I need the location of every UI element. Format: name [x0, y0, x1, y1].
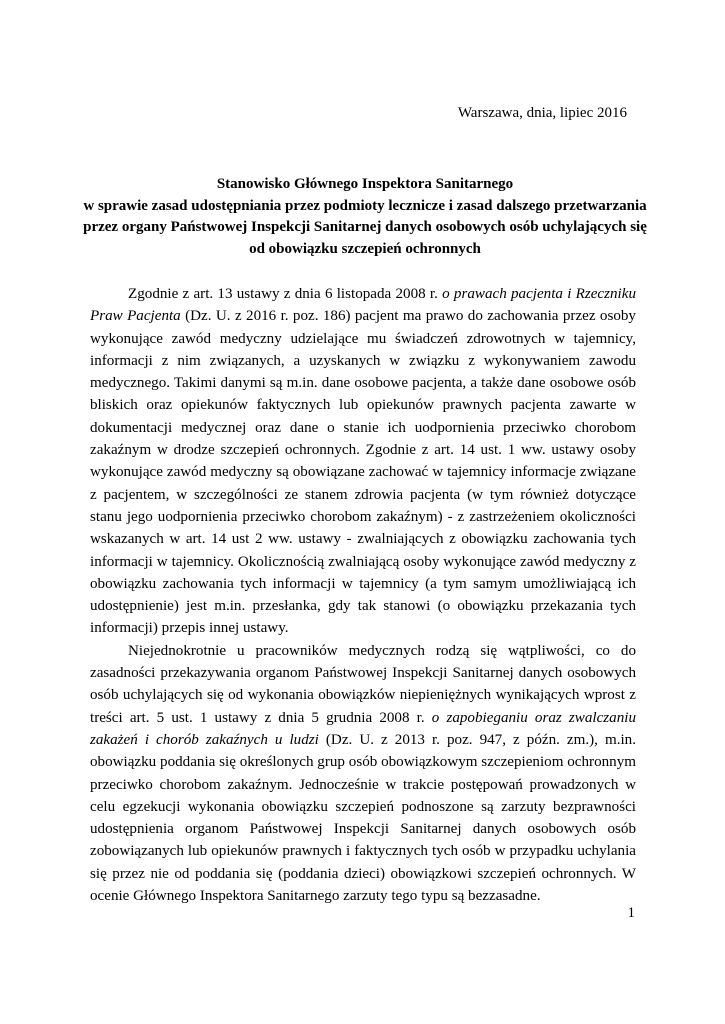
- act-title-italic: o prawach pacjenta i Rzeczniku Praw Pacjenta: [90, 286, 636, 325]
- title-line: w sprawie zasad udostępniania przez podmioty lecznicze i zasad dalszego przetwarzania: [83, 197, 647, 214]
- body-paragraph: [90, 640, 636, 908]
- document-date: Warszawa, dnia, lipiec 2016: [457, 105, 627, 121]
- title-line: przez organy Państwowej Inspekcji Sanitarnej danych osobowych osób uchylających się: [83, 219, 647, 235]
- page-number: 1: [627, 905, 635, 921]
- title-line: od obowiązku szczepień ochronnych: [249, 240, 481, 257]
- act-title-italic: o zapobieganiu oraz zwalczaniu zakażeń i chorób zakaźnych u ludzi: [90, 709, 636, 748]
- document-body: [90, 283, 636, 907]
- paragraph-text: (Dz. U. z 2013 r. poz. 947, z późn. zm.), m.in. obowiązku poddania się określonych grup osób obowiązkowym szczepieniom ochronnym przeciwko chorobom zakaźnym. Jednocześnie w trakcie postępowań prowadzonych w celu egzekucji wykonania obowiązku szczepień podnoszone są zarzuty bezprawności udostępnienia organom Państwowej Inspekcji Sanitarnej danych osobowych osób zobowiązanych lub opiekunów prawnych i faktycznych tych osób w przypadku uchylania się przez nie od poddania się (poddania dzieci) obowiązkowi szczepień ochronnych. W ocenie Głównego Inspektora Sanitarnego zarzuty tego typu są bezzasadne.: [90, 731, 636, 905]
- paragraph-text: (Dz. U. z 2016 r. poz. 186) pacjent ma prawo do zachowania przez osoby wykonujące zawód medyczny udzielające mu świadczeń zdrowotnych w tajemnicy, informacji z nim związanych, a uzyskanych w związku z wykonywaniem zawodu medycznego. Takimi danymi są m.in. dane osobowe pacjenta, a także dane osobowe osób bliskich oraz opiekunów faktycznych lub opiekunów prawnych pacjenta zawarte w dokumentacji medycznej oraz dane o stanie ich uodpornienia przeciwko chorobom zakaźnym w drodze szczepień ochronnych. Zgodnie z art. 14 ust. 1 ww. ustawy osoby wykonujące zawód medyczny są obowiązane zachować w tajemnicy informacje związane z pacjentem, w szczególności ze stanem zdrowia pacjenta (w tym również dotyczące stanu jego uodpornienia przeciwko chorobom zakaźnym) - z zastrzeżeniem okoliczności wskazanych w art. 14 ust 2 ww. ustawy - zwalniających z obowiązku zachowania tych informacji w tajemnicy. Okolicznością zwalniającą osoby wykonujące zawód medyczny z obowiązku zachowania tych informacji w tajemnicy (a tym samym umożliwiającą ich udostępnienie) jest m.in. przesłanka, gdy tak stanowi (o obowiązku przekazania tych informacji) przepis innej ustawy.: [90, 308, 636, 637]
- title-line: Stanowisko Głównego Inspektora Sanitarnego: [216, 176, 514, 192]
- paragraph-text: Zgodnie z art. 13 ustawy z dnia 6 listopada 2008 r.: [128, 286, 443, 302]
- document-title: [70, 174, 660, 260]
- body-paragraph: [90, 283, 636, 640]
- paragraph-text: Niejednokrotnie u pracowników medycznych rodzą się wątpliwości, co do zasadności przekazywania organom Państwowej Inspekcji Sanitarnej danych osobowych osób uchylających się od wykonania obowiązków niepieniężnych wynikających wprost z treści art. 5 ust. 1 ustawy z dnia 5 grudnia 2008 r.: [90, 642, 636, 726]
